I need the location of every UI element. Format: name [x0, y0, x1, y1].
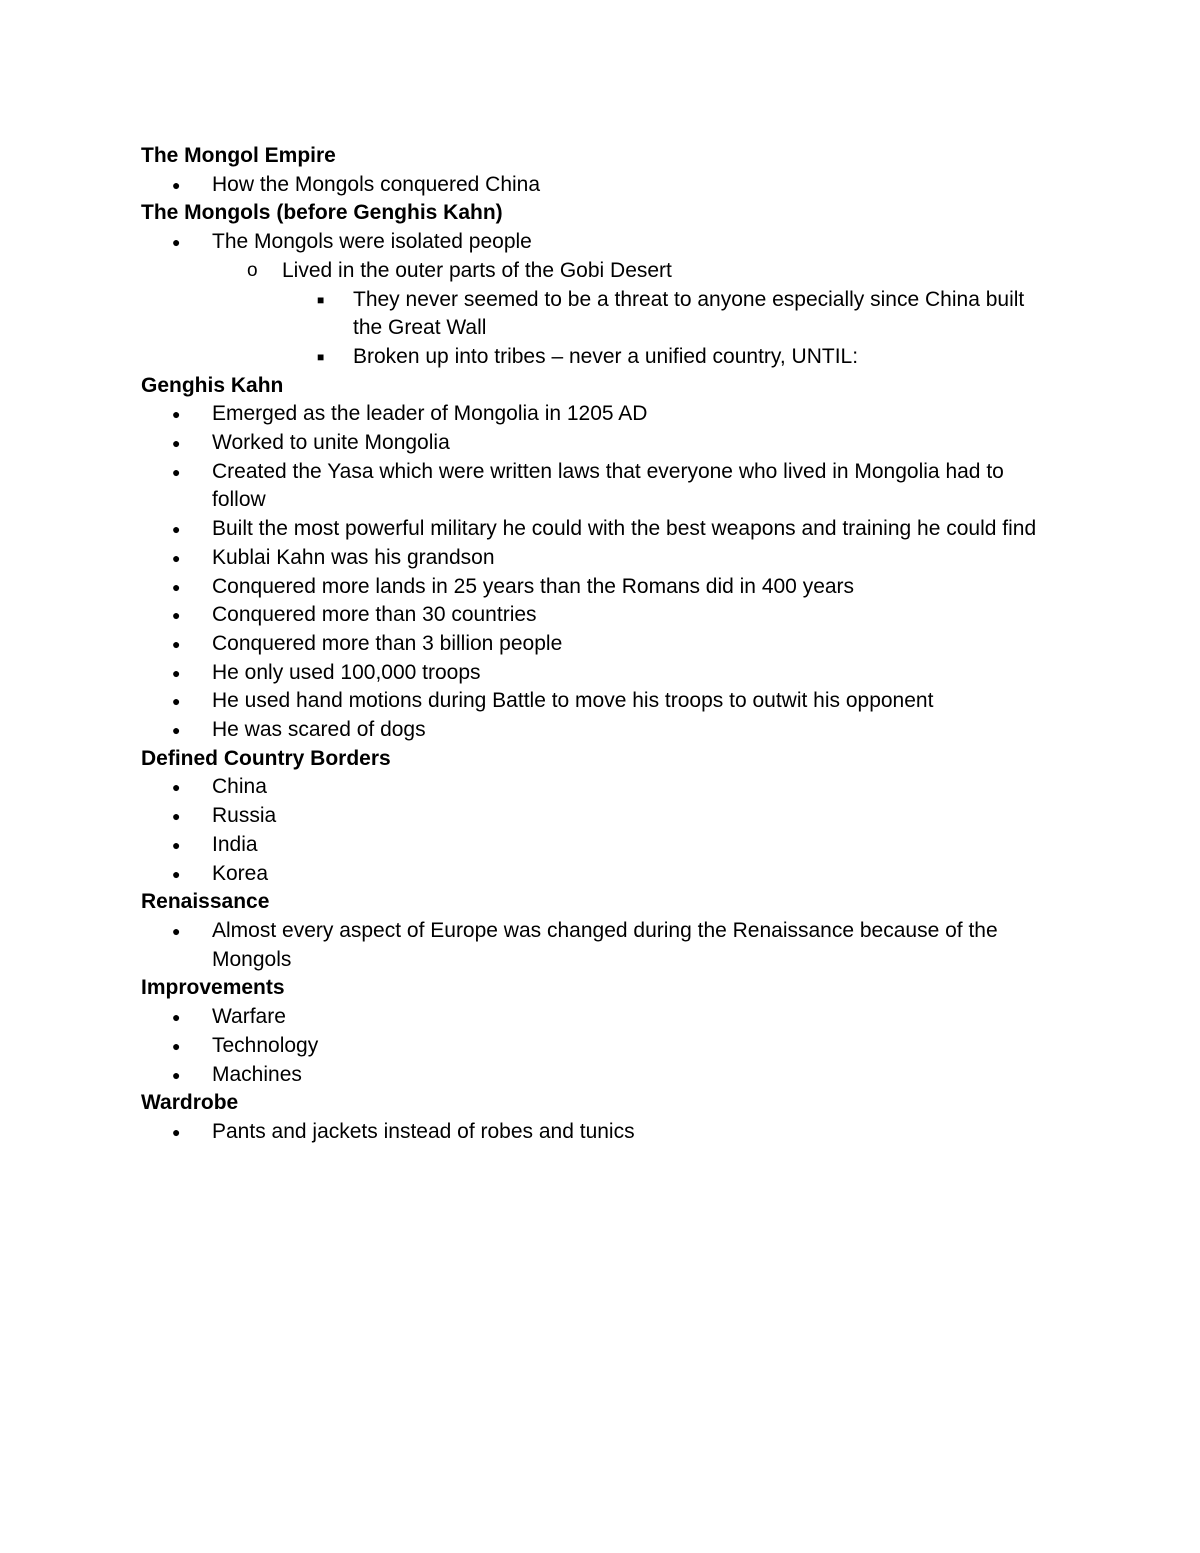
list-item: [141, 573, 1051, 602]
list-item-text: Technology: [212, 1033, 319, 1057]
list-item: [141, 601, 1051, 630]
bullet-list: [141, 171, 1051, 200]
list-item-text: China: [212, 775, 267, 799]
bullet-disc-icon: ●: [172, 406, 181, 423]
bullet-disc-icon: ●: [172, 836, 181, 853]
list-item: [141, 630, 1051, 659]
list-item-text: Almost every aspect of Europe was changed during the Renaissance because of the Mongols: [212, 918, 998, 971]
list-item-text: Korea: [212, 861, 269, 885]
section-heading: Wardrobe: [141, 1091, 239, 1115]
list-item-text: Worked to unite Mongolia: [212, 431, 450, 455]
list-item-text: Emerged as the leader of Mongolia in 1205 AD: [212, 402, 648, 426]
bullet-disc-icon: ●: [172, 463, 181, 480]
list-item: [141, 659, 1051, 688]
list-item-text: Created the Yasa which were written laws that everyone who lived in Mongolia had to follow: [212, 459, 1004, 512]
bullet-list: [141, 773, 1051, 888]
list-item: [141, 400, 1051, 429]
list-item-text: He used hand motions during Battle to move his troops to outwit his opponent: [212, 689, 934, 713]
bullet-list: [141, 1118, 1051, 1147]
list-item-text: The Mongols were isolated people: [212, 230, 532, 254]
list-item: [141, 257, 1051, 286]
bullet-disc-icon: ●: [172, 607, 181, 624]
bullet-disc-icon: ●: [172, 635, 181, 652]
list-item: [141, 1118, 1051, 1147]
list-item-text: Built the most powerful military he could with the best weapons and training he could find: [212, 517, 1037, 541]
list-item-text: How the Mongols conquered China: [212, 172, 541, 196]
list-item-text: Conquered more than 3 billion people: [212, 631, 563, 655]
bullet-disc-icon: ●: [172, 1066, 181, 1083]
bullet-list: [141, 228, 1051, 372]
bullet-disc-icon: ●: [172, 722, 181, 739]
bullet-disc-icon: ●: [172, 176, 181, 193]
list-item: [141, 687, 1051, 716]
bullet-list: [141, 917, 1051, 974]
list-item-text: Machines: [212, 1062, 302, 1086]
section: [141, 142, 1051, 199]
list-item-text: Pants and jackets instead of robes and tunics: [212, 1119, 635, 1143]
section: [141, 745, 1051, 889]
list-item-text: He only used 100,000 troops: [212, 660, 481, 684]
list-item: [141, 343, 1051, 372]
section-heading: Genghis Kahn: [141, 373, 284, 397]
list-item-text: Conquered more than 30 countries: [212, 603, 537, 627]
list-item: [141, 716, 1051, 745]
section: [141, 199, 1051, 371]
list-item: [141, 802, 1051, 831]
section: [141, 974, 1051, 1089]
list-item-text: Warfare: [212, 1005, 286, 1029]
list-item-text: India: [212, 832, 258, 856]
bullet-list: [141, 400, 1051, 744]
bullet-disc-icon: ●: [172, 664, 181, 681]
bullet-list: [141, 1003, 1051, 1089]
bullet-disc-icon: ●: [172, 1037, 181, 1054]
bullet-disc-icon: ●: [172, 521, 181, 538]
list-item: [141, 458, 1051, 515]
list-item: [141, 429, 1051, 458]
list-item: [141, 1003, 1051, 1032]
bullet-disc-icon: ●: [172, 549, 181, 566]
bullet-disc-icon: ●: [172, 922, 181, 939]
bullet-disc-icon: ●: [172, 1009, 181, 1026]
list-item-text: He was scared of dogs: [212, 718, 426, 742]
section: [141, 888, 1051, 974]
bullet-disc-icon: ●: [172, 693, 181, 710]
document-body: [141, 142, 1051, 1147]
list-item: [141, 831, 1051, 860]
list-item: [141, 228, 1051, 257]
list-item-text: They never seemed to be a threat to anyone especially since China built the Great Wall: [353, 287, 1025, 340]
bullet-disc-icon: ●: [172, 865, 181, 882]
list-item: [141, 860, 1051, 889]
bullet-disc-icon: ●: [172, 779, 181, 796]
list-item: [141, 286, 1051, 343]
section-heading: Improvements: [141, 976, 285, 1000]
list-item: [141, 773, 1051, 802]
bullet-disc-icon: ●: [172, 435, 181, 452]
section: [141, 1089, 1051, 1146]
bullet-disc-icon: ●: [172, 234, 181, 251]
section-heading: The Mongol Empire: [141, 144, 336, 167]
section: [141, 372, 1051, 745]
list-item: [141, 917, 1051, 974]
bullet-square-icon: ■: [317, 292, 325, 307]
list-item: [141, 1032, 1051, 1061]
list-item: [141, 1061, 1051, 1090]
bullet-disc-icon: ●: [172, 808, 181, 825]
list-item-text: Broken up into tribes – never a unified country, UNTIL:: [353, 344, 859, 368]
section-heading: Renaissance: [141, 890, 270, 914]
section-heading: The Mongols (before Genghis Kahn): [141, 201, 503, 225]
bullet-disc-icon: ●: [172, 1123, 181, 1140]
list-item: [141, 515, 1051, 544]
list-item-text: Russia: [212, 804, 277, 828]
bullet-square-icon: ■: [317, 349, 325, 364]
list-item-text: Conquered more lands in 25 years than the Romans did in 400 years: [212, 574, 855, 598]
list-item-text: Lived in the outer parts of the Gobi Desert: [282, 258, 672, 282]
bullet-circle-icon: o: [247, 259, 258, 281]
list-item-text: Kublai Kahn was his grandson: [212, 545, 495, 569]
list-item: [141, 544, 1051, 573]
bullet-disc-icon: ●: [172, 578, 181, 595]
section-heading: Defined Country Borders: [141, 746, 391, 770]
list-item: [141, 171, 1051, 200]
